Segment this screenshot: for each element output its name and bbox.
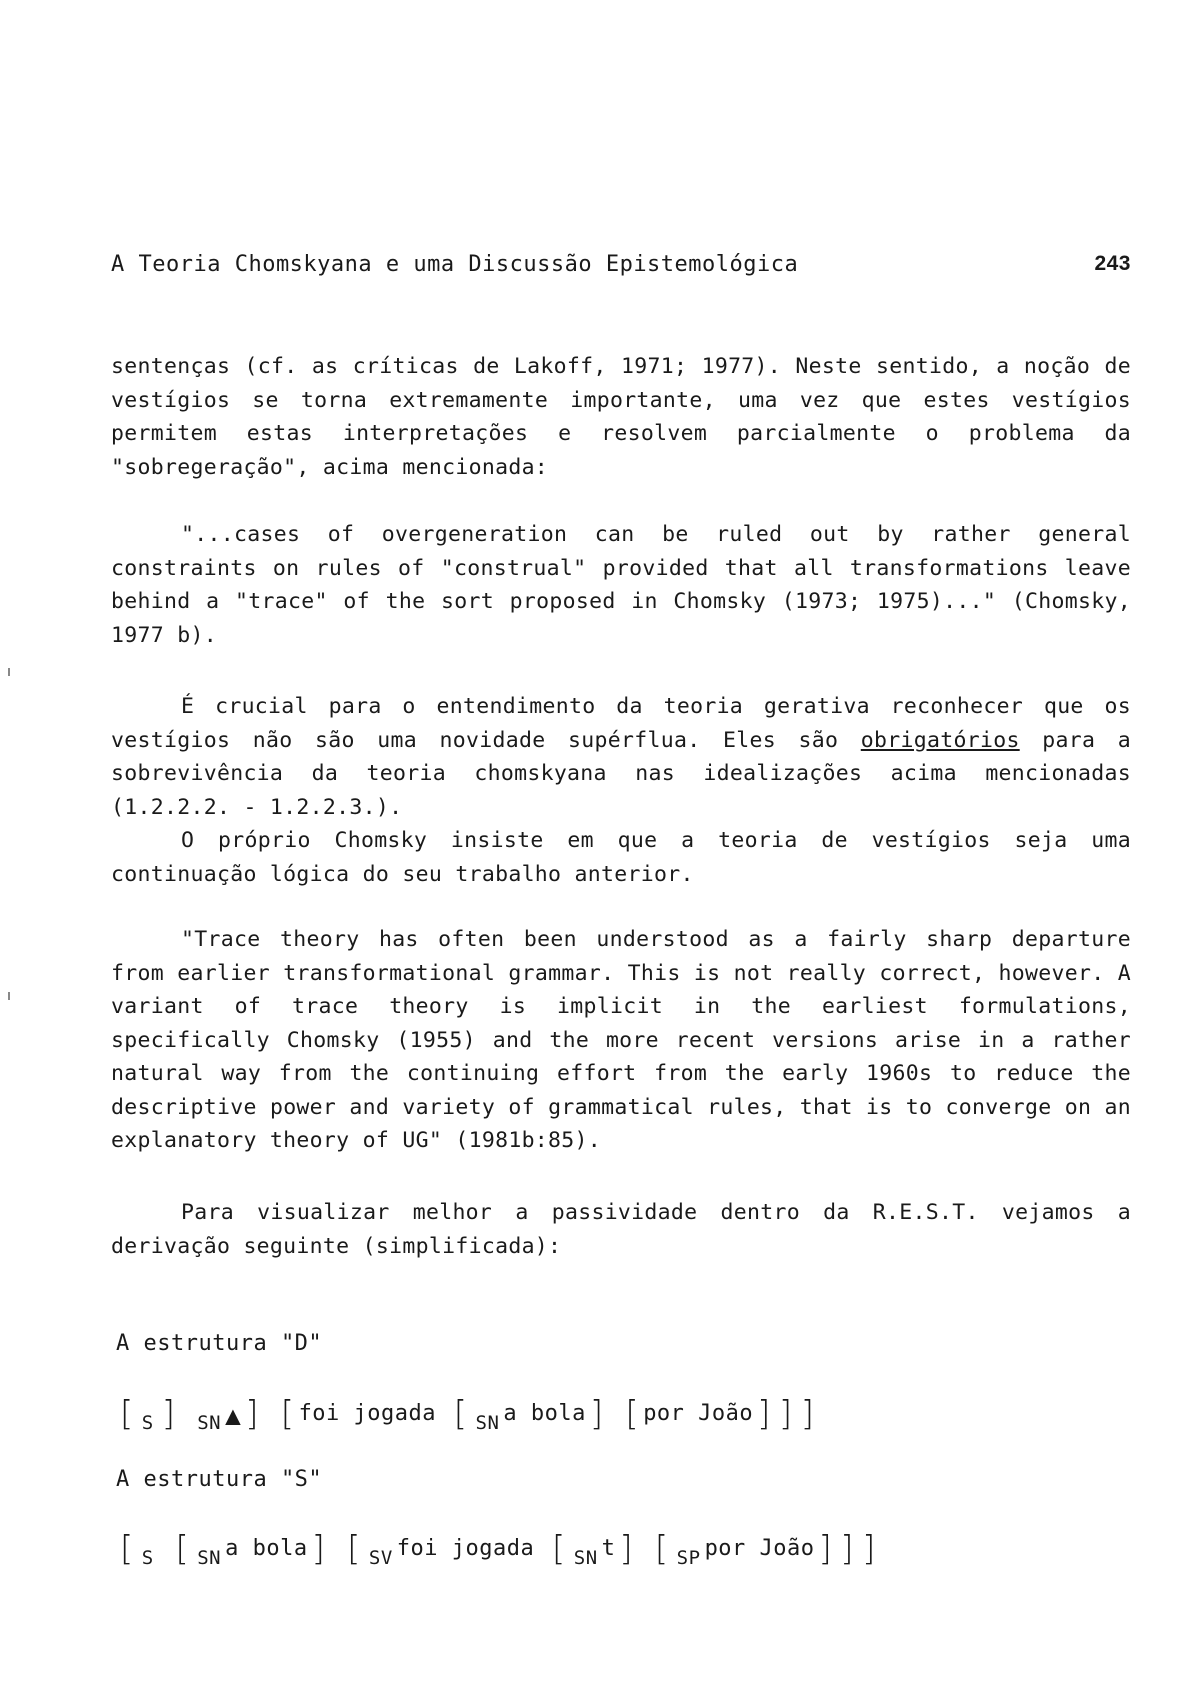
- category-label: S: [141, 1547, 154, 1569]
- quote-chomsky-1981: "Trace theory has often been understood as a fairly sharp departure from earlier transformational grammar. This is not really correct, however. A variant of trace theory is implicit in the earliest formulations, specifically Chomsky (1955) and the more recent versions arise in a rather natural way from the continuing effort from the early 1960s to reduce the descriptive power and variety of grammatical rules, that is to converge on an explanatory theory of UG" (1981b:85).: [111, 927, 1131, 1153]
- d-structure-tree: [116, 1394, 818, 1434]
- close-bracket: ]: [161, 1394, 176, 1434]
- close-bracket: ]: [589, 1394, 604, 1434]
- quote-chomsky-1977: "...cases of overgeneration can be ruled out by rather general constraints on rules of "construal" provided that all transformations leave behind a "trace" of the sort proposed in Chomsky (1973; 1975)..." (Chomsky, 1977 b).: [111, 522, 1131, 648]
- close-bracket: ]: [800, 1394, 815, 1434]
- scan-mark: [8, 668, 10, 676]
- category-label: SV: [368, 1547, 393, 1569]
- verb-phrase: foi jogada: [396, 1536, 535, 1561]
- paragraph-4: Para visualizar melhor a passividade dentro da R.E.S.T. vejamos a derivação seguinte (simplificada):: [111, 1200, 1131, 1259]
- header-title: A Teoria Chomskyana e uma Discussão Epistemológica: [111, 252, 799, 277]
- paragraph-2: [111, 690, 1131, 824]
- close-bracket: ]: [245, 1394, 260, 1434]
- category-label: SN: [197, 1412, 222, 1434]
- close-bracket: ]: [818, 1529, 833, 1569]
- paragraph-2-text-a: É crucial para o entendimento da teoria gerativa reconhecer que os vestígios não são uma novidade supérflua. Eles são: [111, 694, 1131, 753]
- s-structure-label: A estrutura "S": [116, 1467, 323, 1492]
- triangle-icon: ▲: [225, 1401, 242, 1431]
- open-bracket: [: [120, 1394, 134, 1434]
- category-label: SN: [475, 1412, 500, 1434]
- prepositional-phrase: por João: [643, 1401, 754, 1426]
- close-bracket: ]: [862, 1529, 876, 1569]
- open-bracket: [: [120, 1529, 134, 1569]
- close-bracket: ]: [619, 1529, 634, 1569]
- close-bracket: ]: [311, 1529, 326, 1569]
- page-number: 243: [1094, 252, 1131, 275]
- close-bracket: ]: [778, 1394, 793, 1434]
- s-structure-tree: [116, 1529, 880, 1569]
- running-header: [111, 252, 1131, 277]
- category-label: SN: [573, 1547, 598, 1569]
- category-label: SP: [676, 1547, 701, 1569]
- trace: t: [601, 1536, 616, 1561]
- open-bracket: [: [625, 1394, 640, 1434]
- open-bracket: [: [175, 1529, 190, 1569]
- open-bracket: [: [280, 1394, 295, 1434]
- open-bracket: [: [551, 1529, 566, 1569]
- category-label: SN: [197, 1547, 222, 1569]
- verb-phrase: foi jogada: [298, 1401, 437, 1426]
- noun-phrase: a bola: [225, 1536, 308, 1561]
- prepositional-phrase: por João: [704, 1536, 815, 1561]
- open-bracket: [: [654, 1529, 669, 1569]
- open-bracket: [: [347, 1529, 361, 1569]
- scan-mark: [8, 992, 10, 1000]
- paragraph-1: sentenças (cf. as críticas de Lakoff, 1971; 1977). Neste sentido, a noção de vestígios se torna extremamente importante, uma vez que estes vestígios permitem estas interpretações e resolvem parcialmente o problema da "sobregeração", acima mencionada:: [111, 354, 1131, 480]
- category-label: S: [141, 1412, 154, 1434]
- open-bracket: [: [453, 1394, 468, 1434]
- close-bracket: ]: [757, 1394, 771, 1434]
- d-structure-label: A estrutura "D": [116, 1331, 323, 1356]
- underlined-word: obrigatórios: [860, 727, 1020, 753]
- paragraph-2-text-b: para a sobrevivência da teoria chomskyana nas idealizações acima mencionadas (1.2.2.2. - 1.2.2.3.).: [111, 727, 1131, 820]
- noun-phrase: a bola: [503, 1401, 586, 1426]
- close-bracket: ]: [840, 1529, 855, 1569]
- paragraph-3: O próprio Chomsky insiste em que a teoria de vestígios seja uma continuação lógica do seu trabalho anterior.: [111, 828, 1131, 887]
